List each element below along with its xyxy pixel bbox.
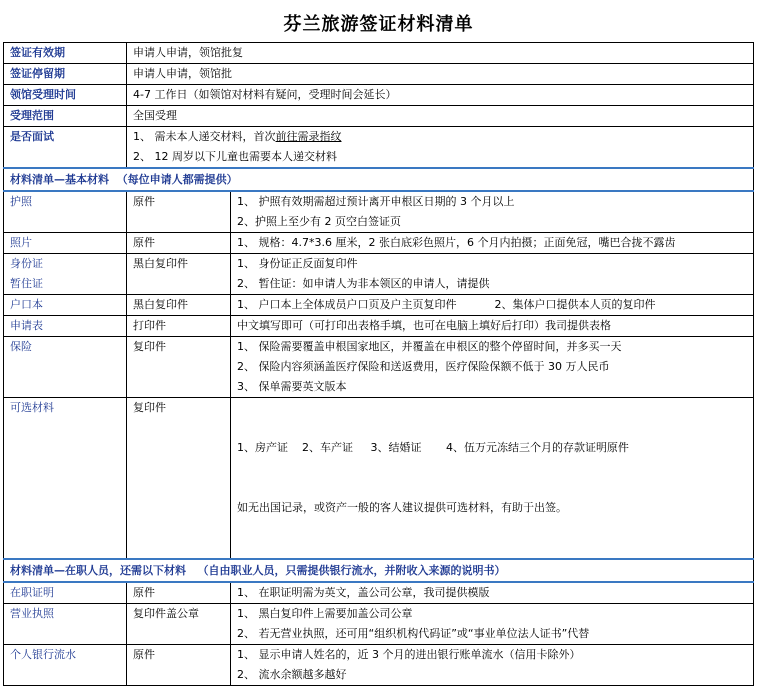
material-name: 保险 <box>4 337 127 398</box>
material-desc <box>231 337 754 398</box>
table-row <box>4 254 754 295</box>
materials-table <box>3 42 754 686</box>
residence-permit-label: 暂住证 <box>10 277 43 290</box>
desc-line: 1、 护照有效期需超过预计离开申根区日期的 3 个月以上 <box>237 195 515 208</box>
table-row <box>4 64 754 85</box>
row-value <box>127 127 754 169</box>
material-desc <box>231 295 754 316</box>
material-name: 申请表 <box>4 316 127 337</box>
table-row <box>4 295 754 316</box>
section-note: （自由职业人员，只需提供银行流水，并附收入来源的说明书） <box>197 563 506 577</box>
desc-line: 1、房产证 2、车产证 3、结婚证 4、伍万元冻结三个月的存款证明原件 <box>237 441 629 454</box>
material-name <box>4 254 127 295</box>
table-row <box>4 604 754 645</box>
material-type: 原件 <box>127 645 231 686</box>
fingerprint-link[interactable]: 前往需录指纹 <box>275 130 342 143</box>
material-name: 在职证明 <box>4 582 127 604</box>
desc-line: 2、 暂住证：如申请人为非本领区的申请人，请提供 <box>237 277 490 290</box>
material-desc: 中文填写即可（可打印出表格手填，也可在电脑上填好后打印）我司提供表格 <box>231 316 754 337</box>
table-row <box>4 43 754 64</box>
table-row <box>4 582 754 604</box>
table-row <box>4 398 754 560</box>
desc-line: 2、 若无营业执照，还可用“组织机构代码证”或“事业单位法人证书”代替 <box>237 627 590 640</box>
material-type: 原件 <box>127 582 231 604</box>
row-value: 4-7 工作日（如领馆对材料有疑问，受理时间会延长） <box>127 85 754 106</box>
desc-line: 2、 流水余额越多越好 <box>237 668 347 681</box>
section-title-cell <box>4 559 754 582</box>
desc-line: 3、 保单需要英文版本 <box>237 380 347 393</box>
table-row <box>4 191 754 233</box>
table-row <box>4 645 754 686</box>
desc-line: 2、 保险内容须涵盖医疗保险和送返费用，医疗保险保额不低于 30 万人民币 <box>237 360 610 373</box>
material-desc <box>231 398 754 560</box>
table-row <box>4 316 754 337</box>
material-type: 原件 <box>127 233 231 254</box>
material-name: 营业执照 <box>4 604 127 645</box>
row-label: 领馆受理时间 <box>4 85 127 106</box>
interview-line-1-text: 1、 需未本人递交材料，首次 <box>133 130 276 143</box>
row-value: 申请人申请，领馆批复 <box>127 43 754 64</box>
material-type: 复印件 <box>127 398 231 560</box>
material-type: 黑白复印件 <box>127 295 231 316</box>
desc-line: 1、 保险需要覆盖申根国家地区，并覆盖在申根区的整个停留时间，并多买一天 <box>237 340 622 353</box>
desc-line: 1、 户口本上全体成员户口页及户主页复印件 <box>237 298 457 311</box>
desc-line: 1、 身份证正反面复印件 <box>237 257 358 270</box>
material-desc <box>231 191 754 233</box>
row-label: 签证有效期 <box>4 43 127 64</box>
material-type: 复印件 <box>127 337 231 398</box>
material-type: 原件 <box>127 191 231 233</box>
material-name: 照片 <box>4 233 127 254</box>
row-value: 申请人申请，领馆批 <box>127 64 754 85</box>
interview-line-1 <box>133 127 747 147</box>
section-title: 材料清单—在职人员，还需以下材料 <box>10 563 186 577</box>
row-label: 签证停留期 <box>4 64 127 85</box>
material-name: 户口本 <box>4 295 127 316</box>
table-row <box>4 106 754 127</box>
table-row <box>4 233 754 254</box>
desc-line: 如无出国记录，或资产一般的客人建议提供可选材料，有助于出签。 <box>237 501 567 514</box>
section-header-employed <box>4 559 754 582</box>
material-type: 黑白复印件 <box>127 254 231 295</box>
table-row <box>4 85 754 106</box>
section-title: 材料清单—基本材料 <box>10 172 109 186</box>
material-desc: 1、 在职证明需为英文，盖公司公章，我司提供模版 <box>231 582 754 604</box>
material-name: 个人银行流水 <box>4 645 127 686</box>
desc-line: 1、 显示申请人姓名的，近 3 个月的进出银行账单流水（信用卡除外） <box>237 648 581 661</box>
section-title-cell <box>4 168 754 191</box>
material-desc <box>231 254 754 295</box>
row-value: 全国受理 <box>127 106 754 127</box>
desc-line: 2、集体户口提供本人页的复印件 <box>494 298 656 311</box>
row-label: 受理范围 <box>4 106 127 127</box>
section-header-basic <box>4 168 754 191</box>
material-name: 可选材料 <box>4 398 127 560</box>
desc-line: 1、 黑白复印件上需要加盖公司公章 <box>237 607 413 620</box>
page-title: 芬兰旅游签证材料清单 <box>283 14 474 35</box>
material-type: 打印件 <box>127 316 231 337</box>
table-row <box>4 127 754 169</box>
desc-line: 2、护照上至少有 2 页空白签证页 <box>237 215 401 228</box>
interview-line-2: 2、 12 周岁以下儿童也需要本人递交材料 <box>133 150 337 163</box>
id-card-label: 身份证 <box>10 257 43 270</box>
section-note: （每位申请人都需提供） <box>116 172 238 186</box>
material-type: 复印件盖公章 <box>127 604 231 645</box>
material-desc: 1、 规格：4.7*3.6 厘米，2 张白底彩色照片，6 个月内拍摄；正面免冠，嘴巴合拢不露齿 <box>231 233 754 254</box>
material-desc <box>231 604 754 645</box>
material-desc <box>231 645 754 686</box>
table-row <box>4 337 754 398</box>
row-label: 是否面试 <box>4 127 127 169</box>
material-name: 护照 <box>4 191 127 233</box>
